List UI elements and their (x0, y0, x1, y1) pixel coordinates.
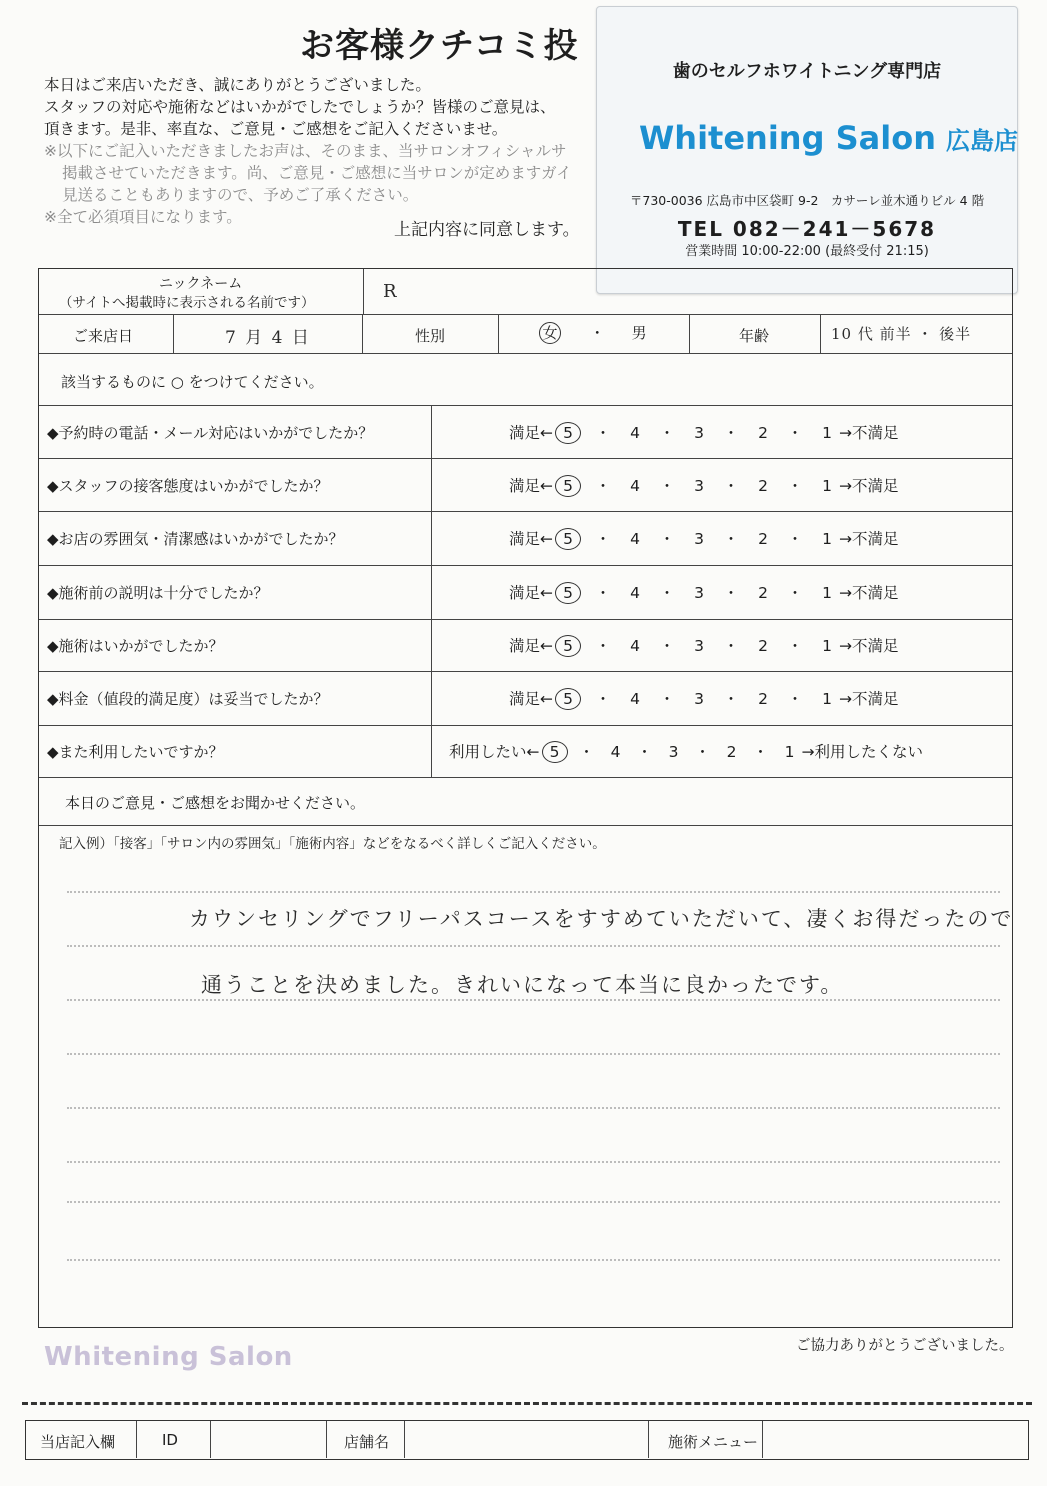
agree-text: 上記内容に同意します。 (394, 220, 580, 240)
staff-entry-row (25, 1420, 1029, 1460)
rating-separator: ・ (595, 530, 611, 548)
store-field-label: 店舗名 (344, 1433, 390, 1451)
rating-option-5[interactable]: 5 (555, 582, 581, 604)
rating-separator: ・ (723, 637, 739, 655)
rating-option-2[interactable]: 2 (758, 637, 768, 655)
rating-option-2[interactable]: 2 (758, 530, 768, 548)
rating-option-5[interactable]: 5 (555, 635, 581, 657)
id-field-label: ID (162, 1431, 178, 1449)
rating-left-label: 満足← (509, 584, 553, 602)
rating-option-4[interactable]: 4 (630, 690, 640, 708)
intro-note: ※以下にご記入いただきましたお声は、そのまま、当サロンオフィシャルサ (44, 142, 567, 160)
rating-option-5[interactable]: 5 (555, 422, 581, 444)
rating-separator: ・ (578, 743, 595, 761)
rating-option-4[interactable]: 4 (630, 584, 640, 602)
rating-left-label: 満足← (509, 423, 553, 442)
rating-separator: ・ (595, 637, 611, 655)
rating-separator: ・ (659, 423, 675, 442)
rating-left-label: 満足← (509, 530, 553, 548)
rating-separator: ・ (659, 530, 675, 548)
rating-separator: ・ (636, 743, 653, 761)
rating-right-label: →不満足 (839, 584, 899, 602)
rating-separator: ・ (787, 637, 803, 655)
rating-left-label: 満足← (509, 690, 553, 708)
gender-male-option[interactable]: 男 (631, 324, 647, 342)
rating-option-2[interactable]: 2 (758, 476, 768, 495)
rating-option-3[interactable]: 3 (694, 584, 704, 602)
rating-option-4[interactable]: 4 (630, 476, 640, 495)
shop-address: 〒730-0036 広島市中区袋町 9-2 カサーレ並木通りビル 4 階 (629, 193, 985, 208)
rating-separator: ・ (659, 476, 675, 495)
intro-line: スタッフの対応や施術などはいかがでしたでしょうか？皆様のご意見は、 (44, 98, 556, 116)
rating-option-3[interactable]: 3 (694, 423, 704, 442)
rating-option-5[interactable]: 5 (555, 528, 581, 550)
rating-separator: ・ (659, 637, 675, 655)
rating-option-5[interactable]: 5 (555, 475, 581, 497)
question-label: ◆施術はいかがでしたか？ (47, 637, 224, 655)
rating-right-label: →利用したくない (801, 743, 923, 761)
rating-separator: ・ (659, 584, 675, 602)
form-title: お客様クチコミ投 (300, 26, 579, 66)
shop-hours: 営業時間 10:00-22:00 (最終受付 21:15) (685, 244, 929, 259)
age-value[interactable]: 10 代 前半 ・ 後半 (831, 325, 972, 343)
rating-option-5[interactable]: 5 (542, 741, 568, 763)
rating-option-1[interactable]: 1 (822, 423, 832, 442)
rating-separator: ・ (752, 743, 769, 761)
shop-tel: TEL 082－241－5678 (677, 217, 937, 241)
watermark-logo: Whitening Salon (44, 1342, 293, 1372)
rating-separator: ・ (595, 476, 611, 495)
staff-field-label: 当店記入欄 (40, 1433, 116, 1451)
gender-options[interactable] (537, 322, 647, 344)
rating-option-1[interactable]: 1 (822, 584, 832, 602)
rating-option-3[interactable]: 3 (694, 637, 704, 655)
intro-note: 見送ることもありますので、予めご了承ください。 (62, 186, 419, 204)
branch-name: 広島店 (946, 127, 1018, 155)
rating-option-4[interactable]: 4 (630, 530, 640, 548)
rating-option-2[interactable]: 2 (758, 690, 768, 708)
comment-line[interactable]: カウンセリングでフリーパスコースをすすめていただいて、凄くお得だったので (189, 907, 1014, 931)
rating-scale[interactable] (509, 421, 899, 444)
rating-option-1[interactable]: 1 (784, 743, 795, 761)
rating-separator: ・ (595, 584, 611, 602)
rating-option-2[interactable]: 2 (726, 743, 737, 761)
question-label: ◆また利用したいですか？ (47, 743, 224, 761)
rating-separator: ・ (787, 530, 803, 548)
rating-right-label: →不満足 (839, 530, 899, 548)
rating-separator: ・ (723, 584, 739, 602)
rating-separator: ・ (787, 476, 803, 495)
rating-option-2[interactable]: 2 (758, 584, 768, 602)
rating-option-4[interactable]: 4 (630, 637, 640, 655)
rating-separator: ・ (595, 690, 611, 708)
visit-value[interactable]: 7 月 4 日 (225, 328, 311, 348)
rating-option-1[interactable]: 1 (822, 690, 832, 708)
gender-label: 性別 (415, 327, 446, 345)
rating-option-4[interactable]: 4 (610, 743, 621, 761)
question-label: ◆スタッフの接客態度はいかがでしたか？ (47, 476, 329, 495)
rating-option-1[interactable]: 1 (822, 637, 832, 655)
rating-option-4[interactable]: 4 (630, 423, 640, 442)
rating-scale[interactable] (509, 474, 899, 497)
rating-separator: ・ (659, 690, 675, 708)
cut-line (22, 1402, 1032, 1405)
rating-left-label: 利用したい← (449, 743, 540, 761)
rating-option-2[interactable]: 2 (758, 423, 768, 442)
thanks-text: ご協力ありがとうございました。 (796, 1338, 1014, 1354)
rating-separator: ・ (723, 690, 739, 708)
nickname-sub: （サイトへ掲載時に表示される名前です） (59, 295, 315, 311)
rating-scale[interactable] (509, 634, 899, 657)
rating-left-label: 満足← (509, 637, 553, 655)
rating-scale[interactable] (509, 527, 899, 550)
logo-text: Whitening Salon (639, 119, 936, 157)
rating-right-label: →不満足 (839, 637, 899, 655)
rating-option-3[interactable]: 3 (694, 690, 704, 708)
survey-form (38, 268, 1013, 1328)
intro-line: 頂きます。是非、率直な、ご意見・ご感想をご記入くださいませ。 (44, 120, 508, 138)
rating-separator: ・ (787, 584, 803, 602)
rating-option-3[interactable]: 3 (668, 743, 679, 761)
visit-label: ご来店日 (73, 327, 134, 345)
rating-scale[interactable] (509, 687, 899, 710)
rating-right-label: →不満足 (839, 476, 899, 495)
gender-separator: ・ (589, 324, 605, 342)
rating-option-1[interactable]: 1 (822, 530, 832, 548)
intro-text (44, 74, 604, 228)
question-label: ◆お店の雰囲気・清潔感はいかがでしたか？ (47, 530, 344, 548)
salon-logo (639, 119, 1018, 157)
rating-left-label: 満足← (509, 476, 553, 495)
gender-female-option[interactable]: 女 (539, 322, 561, 344)
rating-separator: ・ (787, 690, 803, 708)
intro-line: 本日はご来店いただき、誠にありがとうございました。 (44, 76, 431, 94)
age-label: 年齢 (739, 327, 770, 345)
rating-option-5[interactable]: 5 (555, 688, 581, 710)
nickname-label: ニックネーム (159, 276, 243, 292)
instruction-text: 該当するものに ○ をつけてください。 (61, 373, 324, 391)
rating-option-3[interactable]: 3 (694, 476, 704, 495)
rating-option-3[interactable]: 3 (694, 530, 704, 548)
rating-separator: ・ (723, 423, 739, 442)
shop-type: 歯のセルフホワイトニング専門店 (672, 61, 942, 82)
comment-example: 記入例）「接客」「サロン内の雰囲気」「施術内容」などをなるべく詳しくご記入ください。 (59, 836, 606, 852)
business-card (596, 6, 1018, 294)
rating-scale[interactable] (449, 740, 923, 763)
rating-separator: ・ (787, 423, 803, 442)
nickname-value[interactable]: R (383, 281, 399, 302)
question-label: ◆施術前の説明は十分でしたか？ (47, 584, 269, 602)
rating-option-1[interactable]: 1 (822, 476, 832, 495)
question-label: ◆予約時の電話・メール対応はいかがでしたか？ (47, 423, 374, 442)
rating-separator: ・ (694, 743, 711, 761)
rating-separator: ・ (595, 423, 611, 442)
menu-field-label: 施術メニュー (668, 1433, 759, 1451)
intro-note: ※全て必須項目になります。 (44, 208, 242, 226)
rating-separator: ・ (723, 476, 739, 495)
comment-heading: 本日のご意見・ご感想をお聞かせください。 (65, 794, 366, 812)
comment-line[interactable]: 通うことを決めました。きれいになって本当に良かったです。 (201, 973, 844, 997)
rating-separator: ・ (723, 530, 739, 548)
question-label: ◆料金（値段的満足度）は妥当でしたか？ (47, 690, 329, 708)
rating-right-label: →不満足 (839, 690, 899, 708)
rating-right-label: →不満足 (839, 423, 899, 442)
rating-scale[interactable] (509, 581, 899, 604)
intro-note: 掲載させていただきます。尚、ご意見・ご感想に当サロンが定めますガイ (62, 164, 572, 182)
